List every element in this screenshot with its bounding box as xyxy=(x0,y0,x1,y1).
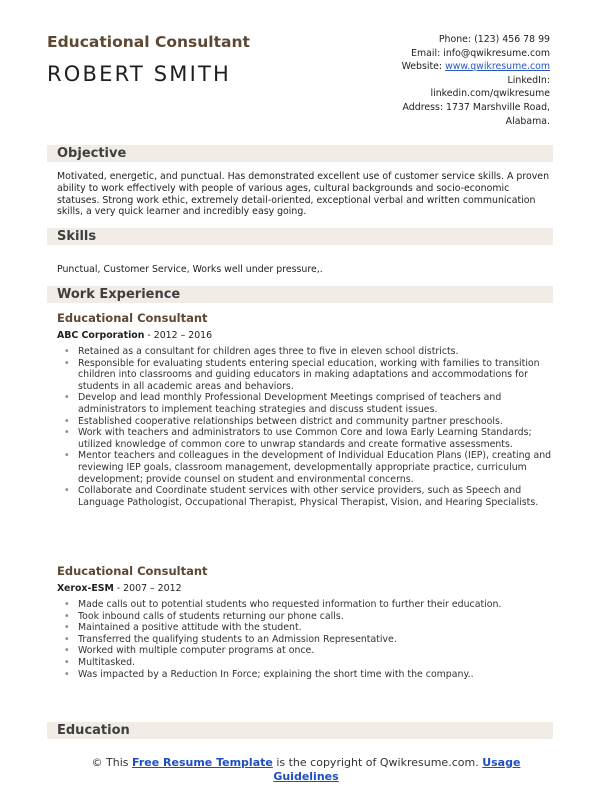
list-item: • Made calls out to potential students who requested information to further their education. xyxy=(57,599,553,611)
contact-address: Address: 1737 Marshville Road, xyxy=(402,101,550,113)
contact-block xyxy=(310,33,550,128)
skills-title: Skills xyxy=(57,229,97,244)
contact-address-line2: Alabama. xyxy=(505,115,550,127)
candidate-name: ROBERT SMITH xyxy=(47,62,232,86)
education-section-header xyxy=(47,722,553,739)
contact-website: Website: www.qwikresume.com xyxy=(401,61,550,73)
list-item: • Worked with multiple computer programs at once. xyxy=(57,645,553,657)
list-item: • Collaborate and Coordinate student services with other service providers, such as Speech and Language Pathologist, Occupational Therapist, Physical Therapist, Vision, and Hearing Specialists. xyxy=(57,485,553,508)
list-item: • Mentor teachers and colleagues in the development of Individual Education Plans (IEP), creating and reviewing IEP goals, classroom management, developmentally appropriate practice, curriculum development; provide counsel on student and environmental concerns. xyxy=(57,450,553,485)
job-1-company: ABC Corporation - 2012 – 2016 xyxy=(57,330,213,341)
list-item: • Maintained a positive attitude with the student. xyxy=(57,622,553,634)
footer: © This Free Resume Template is the copyright of Qwikresume.com. Usage Guidelines xyxy=(91,756,521,783)
contact-email: Email: info@qwikresume.com xyxy=(411,47,550,59)
list-item: • Transferred the qualifying students to an Admission Representative. xyxy=(57,634,553,646)
work-experience-title: Work Experience xyxy=(57,287,181,302)
list-item: • Established cooperative relationships between district and community partner preschools. xyxy=(57,416,553,428)
objective-section-header xyxy=(47,145,553,162)
skills-section-header xyxy=(47,228,553,245)
website-link[interactable]: www.qwikresume.com xyxy=(445,61,550,73)
usage-guidelines-link[interactable]: Usage xyxy=(482,756,521,769)
list-item: • Multitasked. xyxy=(57,657,553,669)
skills-text: Punctual, Customer Service, Works well under pressure,. xyxy=(57,264,323,275)
education-title: Education xyxy=(57,723,130,738)
header-job-title: Educational Consultant xyxy=(47,33,250,51)
list-item: • Responsible for evaluating students entering special education, working with families to transition children into classrooms and guiding educators in making adaptations and accommodations for students in all academic areas and behaviors. xyxy=(57,358,553,393)
job-2-bullets xyxy=(57,599,553,680)
job-1-title: Educational Consultant xyxy=(57,311,208,325)
objective-title: Objective xyxy=(57,146,127,161)
list-item: • Took inbound calls of students returning our phone calls. xyxy=(57,611,553,623)
objective-text: Motivated, energetic, and punctual. Has demonstrated excellent use of customer service skills. A proven ability to work effectively with people of various ages, cultural backgrounds and socio-economic statuses. Strong work ethic, extremely detail-oriented, exceptional verbal and written communication skills, a very quick learner and incredibly easy going. xyxy=(57,171,550,218)
list-item: • Develop and lead monthly Professional Development Meetings comprised of teachers and administrators to implement teaching strategies and discuss student issues. xyxy=(57,392,553,415)
work-experience-section-header xyxy=(47,286,553,303)
contact-linkedin-label: LinkedIn: xyxy=(507,74,550,86)
contact-phone: Phone: (123) 456 78 99 xyxy=(438,34,550,45)
list-item: • Retained as a consultant for children ages three to five in eleven school districts. xyxy=(57,346,553,358)
contact-linkedin: linkedin.com/qwikresume xyxy=(430,88,550,100)
job-2-company: Xerox-ESM - 2007 – 2012 xyxy=(57,583,182,594)
list-item: • Was impacted by a Reduction In Force; explaining the short time with the company.. xyxy=(57,669,553,681)
job-1-bullets xyxy=(57,346,553,508)
free-resume-template-link[interactable]: Free Resume Template xyxy=(132,756,273,769)
job-2-title: Educational Consultant xyxy=(57,564,208,578)
usage-guidelines-link-line2[interactable]: Guidelines xyxy=(273,770,339,783)
list-item: • Work with teachers and administrators to use Common Core and Iowa Early Learning Standards; utilized knowledge of common core to unwrap standards and create formative assessments. xyxy=(57,427,553,450)
